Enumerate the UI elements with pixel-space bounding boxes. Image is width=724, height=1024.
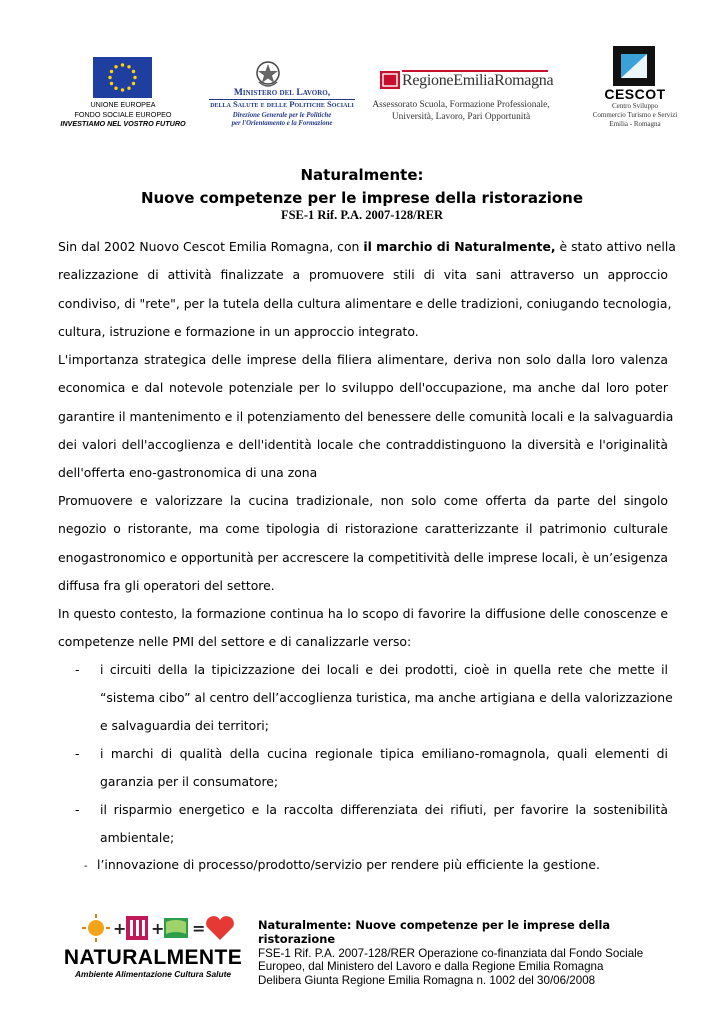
bullet-dash-2: - xyxy=(75,746,80,761)
cescot-line2: Commercio Turismo e Servizi xyxy=(592,111,678,119)
paragraph-2-line-2: economica e dal notevole potenziale per lo sviluppo dell'occupazione, ma anche dal loro poter xyxy=(58,380,668,395)
bullet-3-line-1: il risparmio energetico e la raccolta differenziata dei rifiuti, per favorire la sostenibilità xyxy=(100,802,668,817)
paragraph-3-line-4: diffusa fra gli operatori del settore. xyxy=(58,578,275,593)
footer-text xyxy=(258,919,678,988)
bullet-1-line-3: e salvaguardia dei territori; xyxy=(100,718,269,733)
ministry-line2: della Salute e delle Politiche Sociali xyxy=(210,99,354,109)
bullet-1-line-2: “sistema cibo” al centro dell’accoglienza turistica, ma anche artigiana e della valorizzazione xyxy=(100,690,673,705)
footer-line2: Europeo, dal Ministero del Lavoro e dalla Regione Emilia Romagna xyxy=(258,960,604,974)
naturalmente-wordmark: NATURALMENTE xyxy=(63,946,243,969)
ministry-line1: Ministero del Lavoro, xyxy=(233,87,331,98)
paragraph-2-line-3: garantire il mantenimento e il potenziamento del benessere delle comunità locali e la salvaguardia xyxy=(58,409,674,424)
italian-republic-emblem-icon xyxy=(255,60,281,88)
footer-title: Naturalmente: Nuove competenze per le imprese della ristorazione xyxy=(258,918,611,946)
cescot-line3: Emilia - Romagna xyxy=(609,120,661,128)
svg-text:+: + xyxy=(151,919,165,938)
ministry-line4: per l'Orientamento e la Formazione xyxy=(231,120,333,127)
bullet-2-line-2: garanzia per il consumatore; xyxy=(100,774,279,789)
paragraph-3-line-1: Promuovere e valorizzare la cucina tradizionale, non solo come offerta da parte del singolo xyxy=(58,493,668,508)
paragraph-1-line-3: condiviso, di "rete", per la tutela della cultura alimentare e delle tradizioni, coniugando tecnologia, xyxy=(58,296,672,311)
paragraph-4-line-1: In questo contesto, la formazione continua ha lo scopo di favorire la diffusione delle conoscenze e xyxy=(58,606,668,621)
cescot-line1: Centro Sviluppo xyxy=(611,102,659,110)
paragraph-2-line-5: dell'offerta eno-gastronomica di una zona xyxy=(58,465,318,480)
paragraph-1-line-1 xyxy=(58,239,676,255)
bullet-4-line-1: l’innovazione di processo/prodotto/servizio per rendere più efficiente la gestione. xyxy=(97,857,600,872)
bullet-dash-3: - xyxy=(75,802,80,817)
footer-line3: Delibera Giunta Regione Emilia Romagna n. 1002 del 30/06/2008 xyxy=(258,974,596,988)
bullet-2-line-1: i marchi di qualità della cucina regionale tipica emiliano-romagnola, quali elementi di xyxy=(100,746,668,761)
eu-line3: INVESTIAMO NEL VOSTRO FUTURO xyxy=(60,119,186,128)
naturalmente-tagline: Ambiente Alimentazione Cultura Salute xyxy=(74,969,232,979)
bullet-3-line-2: ambientale; xyxy=(100,830,175,845)
document-title-line2: Nuove competenze per le imprese della ristorazione xyxy=(140,189,584,207)
cescot-wordmark: CESCOT xyxy=(604,86,666,102)
svg-text:+: + xyxy=(113,919,127,938)
paragraph-2-line-1: L'importanza strategica delle imprese della filiera alimentare, deriva non solo dalla loro valenza xyxy=(58,352,668,367)
eu-line2: FONDO SOCIALE EUROPEO xyxy=(74,109,172,119)
region-caption xyxy=(361,100,561,123)
p1-text-post: è stato attivo nella xyxy=(555,239,676,254)
document-title-line1: Naturalmente: xyxy=(300,166,424,184)
region-line1: Assessorato Scuola, Formazione Professionale, xyxy=(372,100,550,110)
footer-line1: FSE-1 Rif. P.A. 2007-128/RER Operazione co-finanziata dal Fondo Sociale xyxy=(258,946,644,960)
cescot-caption xyxy=(580,102,690,129)
svg-text:=: = xyxy=(192,919,206,938)
paragraph-4-line-2: competenze nelle PMI del settore e di canalizzarle verso: xyxy=(58,634,412,649)
cescot-logo-icon xyxy=(613,46,655,86)
ministry-line3: Direzione Generale per le Politiche xyxy=(232,112,332,119)
eu-caption xyxy=(53,100,193,129)
bullet-dash-4: - xyxy=(84,861,88,872)
rer-logo-text: RegioneEmiliaRomagna xyxy=(402,72,554,89)
naturalmente-pictograms-icon xyxy=(60,912,246,948)
paragraph-1-line-2: realizzazione di attività finalizzate a promuovere stili di vita sani attraverso un approccio xyxy=(58,267,668,282)
region-line2: Università, Lavoro, Pari Opportunità xyxy=(391,111,531,122)
bullet-1-line-1: i circuiti della la tipicizzazione dei locali e dei prodotti, cioè in quella rete che mette il xyxy=(100,662,668,677)
paragraph-3-line-3: enogastronomico e opportunità per accrescere la competitività delle imprese locali, è un’esigenza xyxy=(58,550,668,565)
naturalmente-logo xyxy=(60,912,246,982)
eu-flag-logo xyxy=(93,57,152,98)
paragraph-3-line-2: negozio o ristorante, ma come tipologia di ristorazione caratterizzante il patrimonio culturale xyxy=(58,521,668,536)
bullet-dash-1: - xyxy=(75,662,80,677)
p1-text-pre: Sin dal 2002 Nuovo Cescot Emilia Romagna, con xyxy=(58,239,364,254)
document-reference: FSE-1 Rif. P.A. 2007-128/RER xyxy=(280,208,444,222)
regione-emilia-romagna-logo xyxy=(380,70,554,92)
paragraph-2-line-4: dei valori dell'accoglienza e dell'identità locale che contraddistinguono la diversità e l'originalità xyxy=(58,437,668,452)
eu-line1: UNIONE EUROPEA xyxy=(90,100,156,109)
p1-text-bold: il marchio di Naturalmente, xyxy=(363,239,556,254)
paragraph-1-line-4: cultura, istruzione e formazione in un approccio integrato. xyxy=(58,324,419,339)
